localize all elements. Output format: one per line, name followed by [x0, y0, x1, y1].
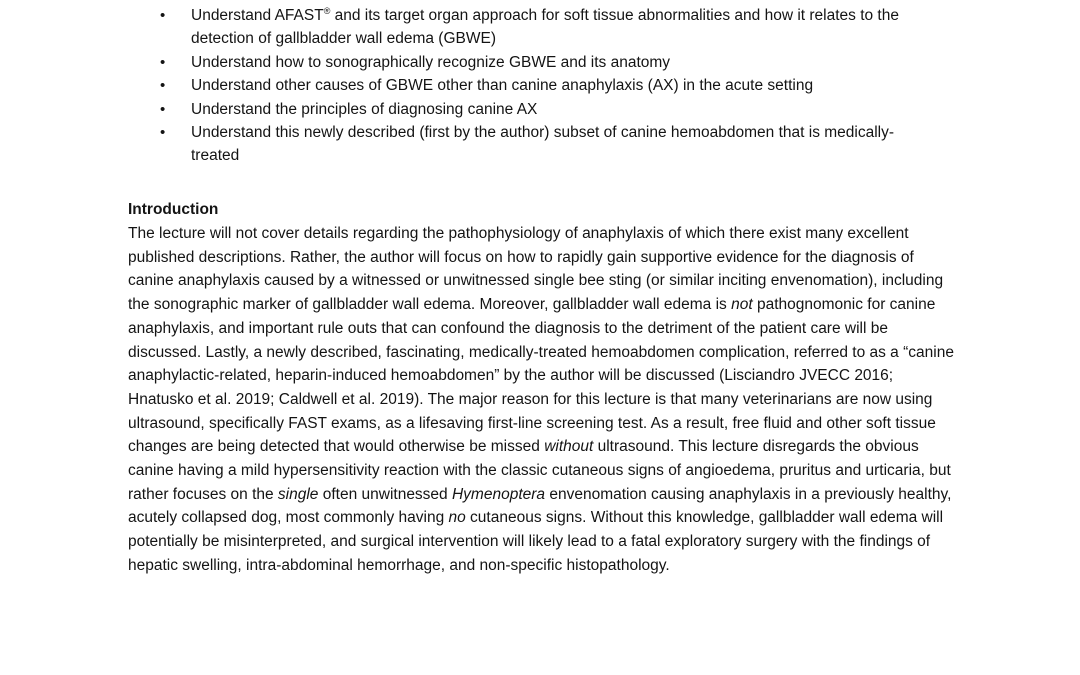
bullet-icon: •: [160, 53, 166, 71]
intro-segment: often unwitnessed: [318, 485, 452, 503]
intro-emphasis: Hymenoptera: [451, 485, 546, 503]
learning-objectives-list: [0, 4, 1080, 168]
bullet-icon: •: [160, 7, 166, 24]
intro-segment: envenomation causing anaphylaxis in a previously healthy, acutely collapsed dog, most commonly having: [128, 485, 952, 527]
bullet-icon: •: [160, 124, 166, 142]
objective-text: Understand AFAST: [191, 7, 324, 24]
objective-text: Understand this newly described (first by the author) subset of canine hemoabdomen that is medically-treated: [191, 124, 895, 165]
objective-item: [0, 74, 911, 97]
objective-text: Understand other causes of GBWE other than canine anaphylaxis (AX) in the acute setting: [191, 77, 814, 95]
objective-item: [0, 51, 911, 74]
objective-text: Understand how to sonographically recognize GBWE and its anatomy: [191, 53, 671, 71]
objective-item: [0, 98, 911, 121]
intro-segment: ultrasound. This lecture disregards the obvious canine having a mild hypersensitivity reaction with the classic cutaneous signs of angioedema, pruritus and urticaria, but rather focuses on the: [128, 438, 951, 503]
introduction-paragraph: [128, 222, 958, 578]
objective-item: [0, 4, 911, 51]
intro-emphasis: without: [544, 438, 594, 456]
bullet-icon: •: [160, 77, 166, 95]
objective-text-cont: and its target organ approach for soft tissue abnormalities and how it relates to the detection of gallbladder wall edema (GBWE): [191, 7, 899, 48]
objective-text: Understand the principles of diagnosing canine AX: [191, 100, 538, 118]
intro-emphasis: single: [277, 485, 319, 503]
introduction-heading: Introduction: [128, 201, 219, 218]
intro-segment: cutaneous signs. Without this knowledge, gallbladder wall edema will potentially be misinterpreted, and surgical intervention will likely lead to a fatal exploratory surgery with the findings of hepatic swelling, intra-abdominal hemorrhage, and non-specific histopathology.: [128, 509, 944, 574]
intro-emphasis: not: [731, 296, 753, 314]
objective-item: [0, 121, 911, 168]
intro-segment: pathognomonic for canine anaphylaxis, and important rule outs that can confound the diagnosis to the detriment of the patient care will be discussed. Lastly, a newly described, fascinating, medically-treated hemoabdomen complication, referred to as a “canine anaphylactic-related, heparin-induced hemoabdomen” by the author will be discussed (Lisciandro JVECC 2016; Hnatusko et al. 2019; Caldwell et al. 2019). The major reason for this lecture is that many veterinarians are now using ultrasound, specifically FAST exams, as a lifesaving first-line screening test. As a result, free fluid and other soft tissue changes are being detected that would otherwise be missed: [128, 296, 954, 456]
bullet-icon: •: [160, 100, 166, 118]
intro-emphasis: no: [448, 509, 466, 527]
registered-mark: ®: [323, 6, 331, 16]
intro-segment: The lecture will not cover details regarding the pathophysiology of anaphylaxis of which there exist many excellent published descriptions. Rather, the author will focus on how to rapidly gain supportive evidence for the diagnosis of canine anaphylaxis caused by a witnessed or unwitnessed single bee sting (or similar inciting envenomation), including the sonographic marker of gallbladder wall edema. Moreover, gallbladder wall edema is: [128, 225, 944, 314]
